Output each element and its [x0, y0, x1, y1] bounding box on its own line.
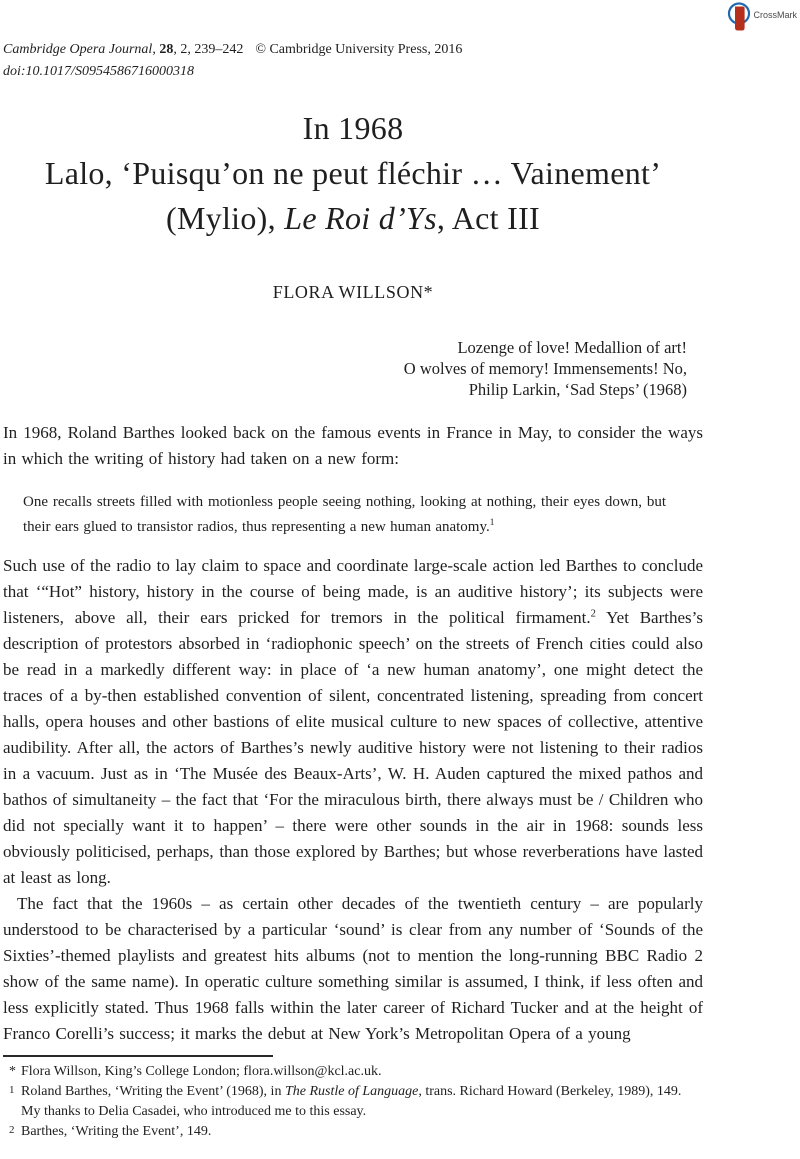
crossmark-label: CrossMark: [753, 10, 797, 20]
epigraph-line-1: Lozenge of love! Medallion of art!: [457, 338, 687, 357]
paragraph-1: In 1968, Roland Barthes looked back on the famous events in France in May, to consider the ways in which the writing of history had taken on a new form:: [3, 423, 703, 468]
epigraph-attribution: Philip Larkin, ‘Sad Steps’ (1968): [468, 380, 687, 399]
crossmark-badge[interactable]: [727, 2, 797, 37]
journal-name: Cambridge Opera Journal: [3, 42, 153, 57]
copyright-notice: © Cambridge University Press, 2016: [255, 42, 463, 57]
block-quote: One recalls streets filled with motionless people seeing nothing, looking at nothing, their eyes down, but their ears glued to transistor radios, thus representing a new human anatomy.$^1$: [23, 494, 666, 535]
paragraph-2: Such use of the radio to lay claim to space and coordinate large-scale action led Barthes to conclude that ‘“Hot” history, history in the course of being made, is an auditive history’; its subjects were listeners, above all, their ears pricked for tremors in the political firmament.$^2$ Yet Barthes’s description of protestors absorbed in ‘radiophonic speech’ on the streets of French cities could also be read in a markedly different way: in place of ‘a new human anatomy’, one might detect the traces of a by-then established convention of silent, concentrated listening, spreading from concert halls, opera houses and other bastions of elite musical culture to new spaces of collective, attentive audibility. After all, the actors of Barthes’s newly auditive history were not listening to their radios in a vacuum. Just as in ‘The Musée des Beaux-Arts’, W. H. Auden captured the mixed pathos and bathos of simultaneity – the fact that ‘For the miraculous birth, there always must be / Children who did not specially want it to happen’ – there were other sounds in the air in 1968: sounds less obviously politicised, perhaps, than those explored by Barthes; but whose reverberations have lasted at least as long.: [3, 556, 703, 887]
footnote-star-marker: *: [9, 1064, 16, 1079]
epigraph-line-2: O wolves of memory! Immensements! No,: [403, 359, 687, 378]
citation-line: Cambridge Opera Journal, 28, 2, 239–242 © Cambridge University Press, 2016: [3, 42, 463, 57]
epigraph: [3, 337, 703, 400]
paragraph-3: The fact that the 1960s – as certain other decades of the twentieth century – are popularly understood to be characterised by a particular ‘sound’ is clear from any number of ‘Sounds of the Sixties’-themed playlists and greatest hits albums (not to mention the long-running BBC Radio 2 show of the same name). In operatic culture something similar is assumed, I think, if less often and less explicitly stated. Thus 1968 falls within the later career of Richard Tucker and at the height of Franco Corelli’s success; it marks the debut at New York’s Metropolitan Opera of a young: [3, 894, 703, 1043]
article-title: [3, 106, 703, 241]
footnote-2-marker: 2: [9, 1124, 15, 1136]
crossmark-icon: [727, 2, 751, 37]
volume-number: 28: [159, 42, 174, 57]
author-name: FLORA WILLSON*: [272, 282, 434, 302]
title-line-2: Lalo, ‘Puisqu’on ne peut fléchir … Vainement’: [44, 155, 662, 191]
footnote-separator-rule: [3, 1055, 273, 1057]
title-line-3: (Mylio), Le Roi d’Ys, Act III: [165, 200, 540, 236]
footnote-1: 1 Roland Barthes, ‘Writing the Event’ (1968), in The Rustle of Language, trans. Richard Howard (Berkeley, 1989), 149. My thanks to Delia Casadei, who introduced me to this essay.: [3, 1082, 703, 1122]
journal-citation: [3, 0, 703, 82]
title-line-1: In 1968: [302, 110, 404, 146]
cited-book-title: The Rustle of Language: [284, 1084, 419, 1099]
footnotes-section: [3, 1055, 703, 1142]
doi: doi:10.1017/S0954586716000318: [3, 63, 194, 79]
footnote-2: 2 Barthes, ‘Writing the Event’, 149.: [3, 1122, 703, 1142]
issue-pages: , 2, 239–242: [173, 42, 244, 57]
footnote-star: * Flora Willson, King’s College London; flora.willson@kcl.ac.uk.: [3, 1062, 703, 1082]
footnote-ref-1[interactable]: 1: [489, 518, 495, 528]
footnote-ref-2[interactable]: 2: [590, 608, 596, 620]
opera-title: Le Roi d’Ys: [284, 200, 437, 236]
footnote-1-marker: 1: [9, 1084, 15, 1096]
